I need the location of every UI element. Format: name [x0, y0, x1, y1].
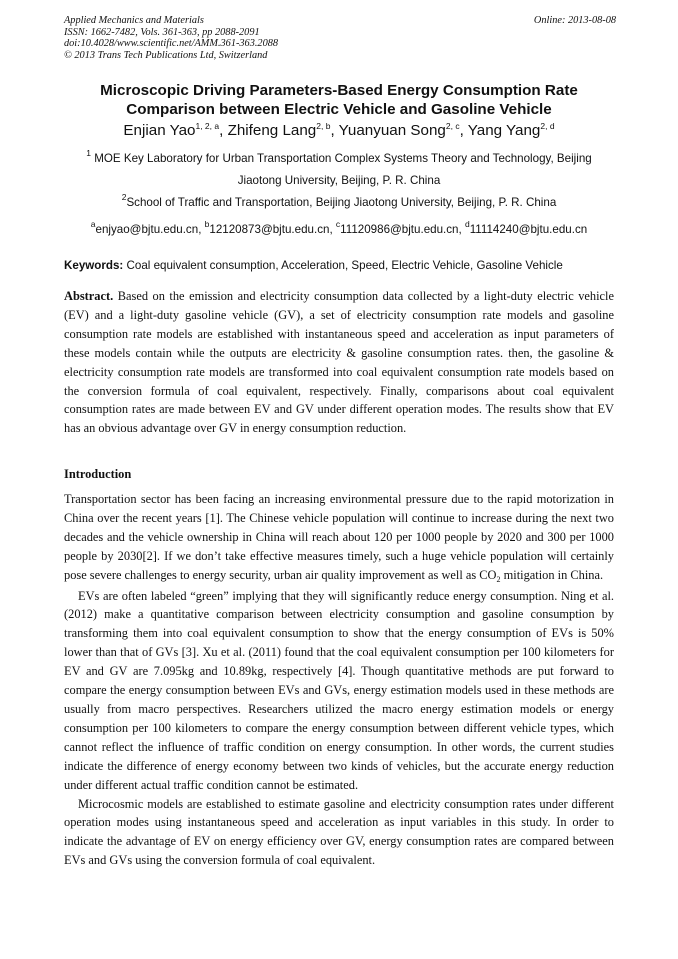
author-list	[64, 121, 614, 142]
affiliation-1: $^1$ MOE Key Laboratory for Urban Transportation Complex Systems Theory and Technology, Beijing Jiaotong University, Beijing, P. R. China	[86, 148, 592, 187]
paper-title	[64, 81, 614, 119]
paragraph: Microcosmic models are established to estimate gasoline and electricity consumption rates under different operation modes using instantaneous speed and acceleration as input variables in this study. In order to indicate the advantage of EV on energy efficiency over GV, energy consumption rates are compared between EVs and GVs using the conversion formula of coal equivalent.	[64, 796, 614, 868]
online-date: Online: 2013-08-08	[533, 15, 616, 26]
author-emails	[64, 219, 614, 241]
keywords	[64, 258, 616, 274]
journal-header	[64, 15, 616, 61]
email: $^c$11120986@bjtu.edu.cn,	[335, 219, 465, 236]
author: Yuanyuan Song$^{2, c}$,	[338, 121, 468, 139]
author: Enjian Yao$^{1, 2, a}$,	[123, 121, 228, 139]
abstract	[64, 287, 614, 438]
author: Zhifeng Lang$^{2, b}$,	[227, 121, 339, 139]
title-line-1: Microscopic Driving Parameters-Based Energy Consumption Rate	[100, 82, 578, 99]
issn-line: ISSN: 1662-7482, Vols. 361-363, pp 2088-2091	[64, 26, 260, 38]
paragraph: EVs are often labeled “green” implying that they will significantly reduce energy consumption. Ning et al. (2012) make a quantitative comparison between electricity consumption and gasoline consumption by transforming them into coal equivalent consumption to show that the energy consumption of EVs is 50% lower than that of GVs [3]. Xu et al. (2011) found that the coal equivalent consumption per 100 kilometers for EV and GV are 7.095kg and 10.89kg, respectively [4]. Though quantitative methods are put forward to compare the energy consumption between EVs and GVs, energy estimation models used in these methods are usually from macro perspectives. Researchers utilized the macro energy estimation models or energy consumption per 100 kilometers to compare the energy consumption between different vehicle types, which cannot reflect the influence of traffic condition on energy consumption. In other words, the current studies indicate the difference of energy economy between two kinds of vehicles, but the accurate energy reduction under different actual traffic condition cannot be estimated.	[64, 588, 614, 792]
abstract-label: Abstract.	[64, 289, 114, 303]
email: $^d$11114240@bjtu.edu.cn	[464, 219, 588, 236]
introduction-body	[64, 490, 614, 870]
abstract-text: Based on the emission and electricity consumption data collected by a light-duty electric vehicle (EV) and a light-duty gasoline vehicle (GV), a set of electricity consumption rate models and gasoline consumption rate models are established with instantaneous speed and acceleration as input parameters of these models contain while the outputs are electricity & gasoline consumption rates. then, the gasoline & electricity consumption rate models are transformed into coal equivalent consumption rate models based on the conversion formula of coal equivalent, respectively. Finally, comparisons about coal equivalent consumption rates are made between EV and GV under different operation modes. The results show that EV has an obvious advantage over GV in energy consumption reduction.	[64, 289, 614, 436]
author: Yang Yang$^{2, d}$	[467, 121, 555, 139]
email: $^b$12120873@bjtu.edu.cn,	[204, 219, 336, 236]
doi-line: doi:10.4028/www.scientific.net/AMM.361-363.2088	[64, 38, 279, 49]
email: $^a$enjyao@bjtu.edu.cn,	[90, 219, 205, 236]
paragraph: Transportation sector has been facing an increasing environmental pressure due to the rapid motorization in China over the recent years [1]. The Chinese vehicle population will continue to increase during the next two decades and the vehicle ownership in China will reach about 120 per 1000 people by 2020 and 300 per 1000 people by 2030[2]. If we don’t take effective measures timely, such a huge vehicle population will certainly pose severe challenges to energy security, urban air quality improvement as well as $CO_2$ mitigation in China.	[64, 492, 614, 584]
keywords-text: Coal equivalent consumption, Acceleration, Speed, Electric Vehicle, Gasoline Vehicle	[123, 259, 563, 272]
keywords-label: Keywords:	[64, 259, 124, 272]
title-line-2: Comparison between Electric Vehicle and Gasoline Vehicle	[126, 101, 552, 118]
affiliation-2: $^2$School of Traffic and Transportation, Beijing Jiaotong University, Beijing, P. R. China	[121, 192, 557, 209]
journal-name: Applied Mechanics and Materials	[64, 15, 204, 26]
copyright-line: © 2013 Trans Tech Publications Ltd, Switzerland	[64, 49, 268, 61]
section-heading-introduction: Introduction	[64, 467, 132, 481]
